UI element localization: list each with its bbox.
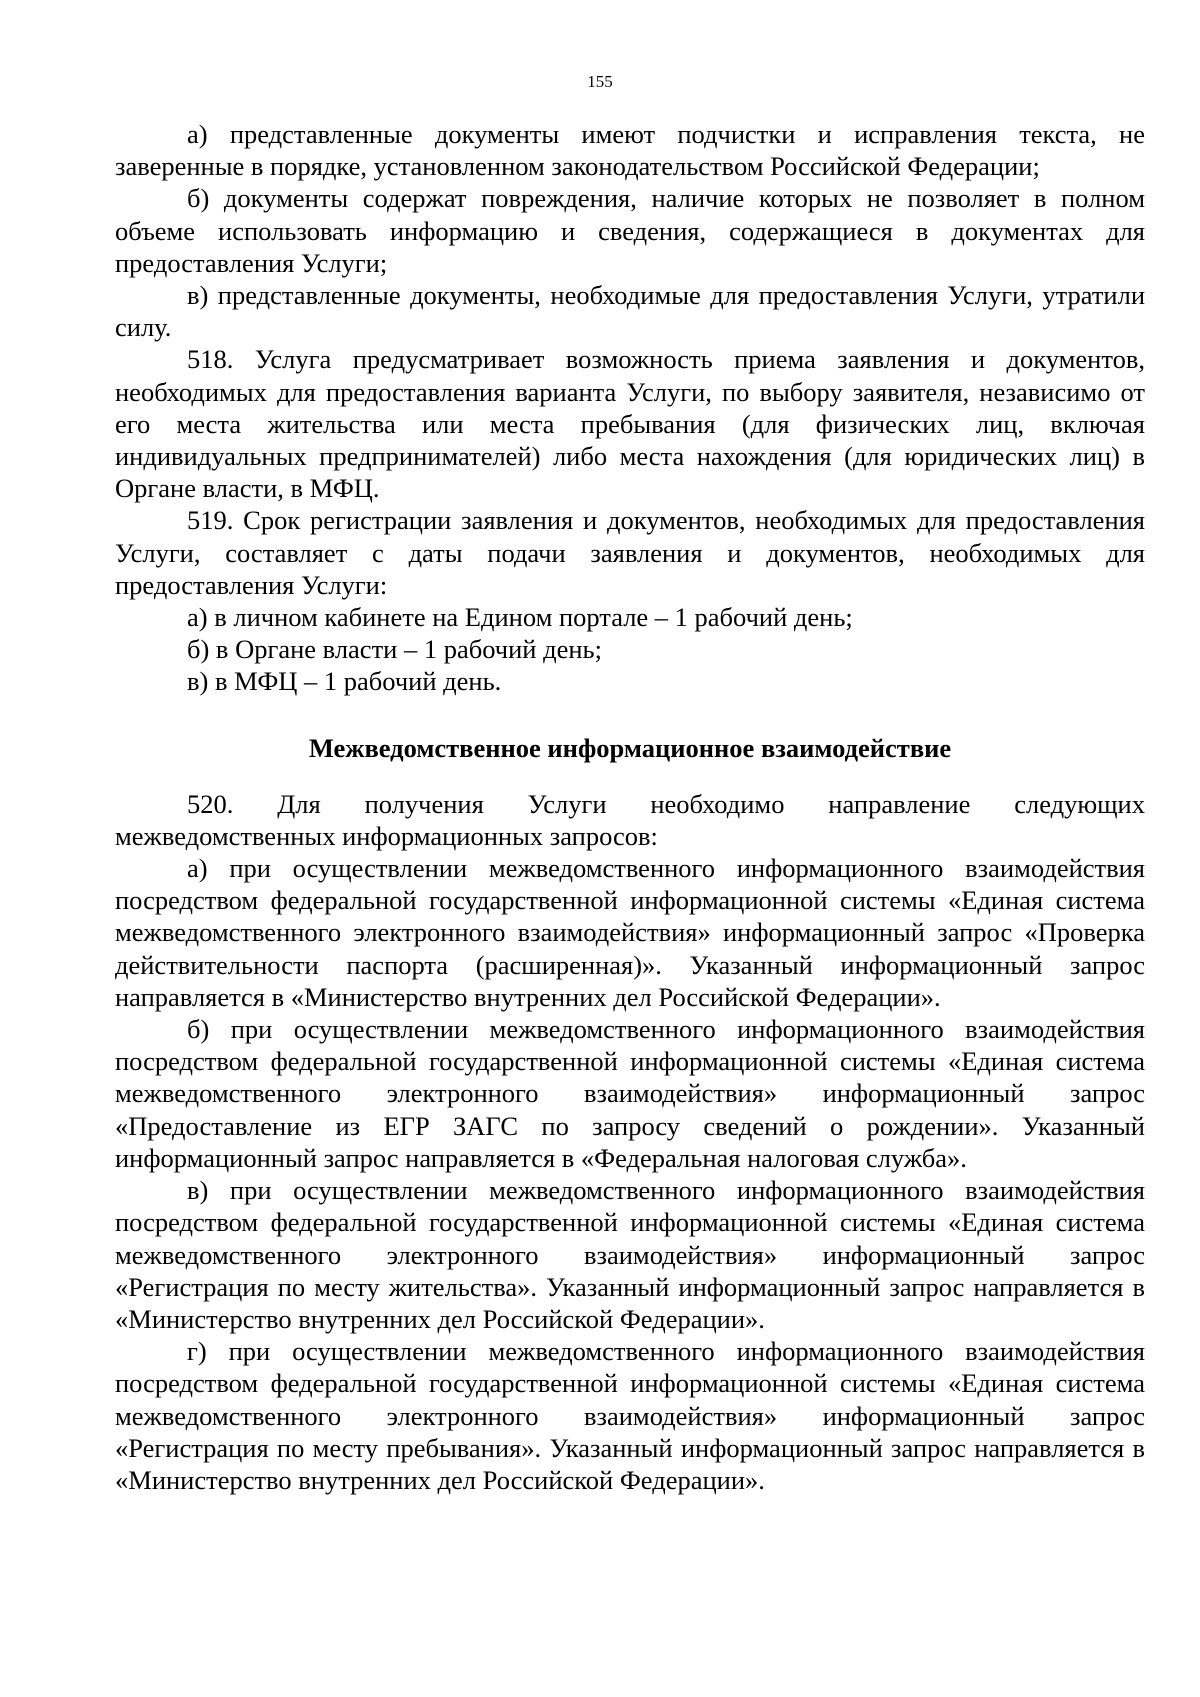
section-heading: Межведомственное информационное взаимодействие bbox=[308, 732, 952, 763]
paragraph-518: 518. Услуга предусматривает возможность приема заявления и документов, необходимых для предоставления варианта Услуги, по выбору заявителя, независимо от его места жительства или места пребывания (для физических лиц, включая индивидуальных предпринимателей) либо места нахождения (для юридических лиц) в Органе власти, в МФЦ. bbox=[115, 344, 1145, 504]
list-item-portal: а) в личном кабинете на Едином портале – 1 рабочий день; bbox=[187, 602, 853, 633]
paragraph-520-g: г) при осуществлении межведомственного информационного взаимодействия посредством федеральной государственной информационной системы «Единая система межведомственного электронного взаимодействия» информационный запрос «Регистрация по месту пребывания». Указанный информационный запрос направляется в «Министерство внутренних дел Российской Федерации». bbox=[115, 1336, 1145, 1495]
page-number: 155 bbox=[587, 72, 613, 91]
paragraph-520: 520. Для получения Услуги необходимо направление следующих межведомственных информационных запросов: bbox=[115, 788, 1145, 851]
paragraph-b-damage: б) документы содержат повреждения, наличие которых не позволяет в полном объеме использовать информацию и сведения, содержащиеся в документах для предоставления Услуги; bbox=[115, 183, 1145, 278]
intro-block bbox=[115, 118, 1145, 698]
list-item-mfc: в) в МФЦ – 1 рабочий день. bbox=[187, 666, 502, 697]
paragraph-519: 519. Срок регистрации заявления и документов, необходимых для предоставления Услуги, составляет с даты подачи заявления и документов, необходимых для предоставления Услуги: bbox=[115, 505, 1145, 600]
section-block bbox=[115, 788, 1145, 1496]
document-body bbox=[115, 118, 1145, 1496]
paragraph-520-b: б) при осуществлении межведомственного информационного взаимодействия посредством федеральной государственной информационной системы «Единая система межведомственного электронного взаимодействия» информационный запрос «Предоставление из ЕГР ЗАГС по запросу сведений о рождении». Указанный информационный запрос направляется в «Федеральная налоговая служба». bbox=[115, 1014, 1145, 1173]
list-item-authority: б) в Органе власти – 1 рабочий день; bbox=[187, 634, 602, 665]
paragraph-520-a: а) при осуществлении межведомственного информационного взаимодействия посредством федеральной государственной информационной системы «Единая система межведомственного электронного взаимодействия» информационный запрос «Проверка действительности паспорта (расширенная)». Указанный информационный запрос направляется в «Министерство внутренних дел Российской Федерации». bbox=[115, 853, 1145, 1012]
paragraph-a-corrections: а) представленные документы имеют подчистки и исправления текста, не заверенные в порядке, установленном законодательством Российской Федерации; bbox=[115, 119, 1145, 182]
paragraph-520-v: в) при осуществлении межведомственного информационного взаимодействия посредством федеральной государственной информационной системы «Единая система межведомственного электронного взаимодействия» информационный запрос «Регистрация по месту жительства». Указанный информационный запрос направляется в «Министерство внутренних дел Российской Федерации». bbox=[115, 1175, 1145, 1334]
paragraph-v-expired: в) представленные документы, необходимые для предоставления Услуги, утратили силу. bbox=[115, 280, 1145, 343]
